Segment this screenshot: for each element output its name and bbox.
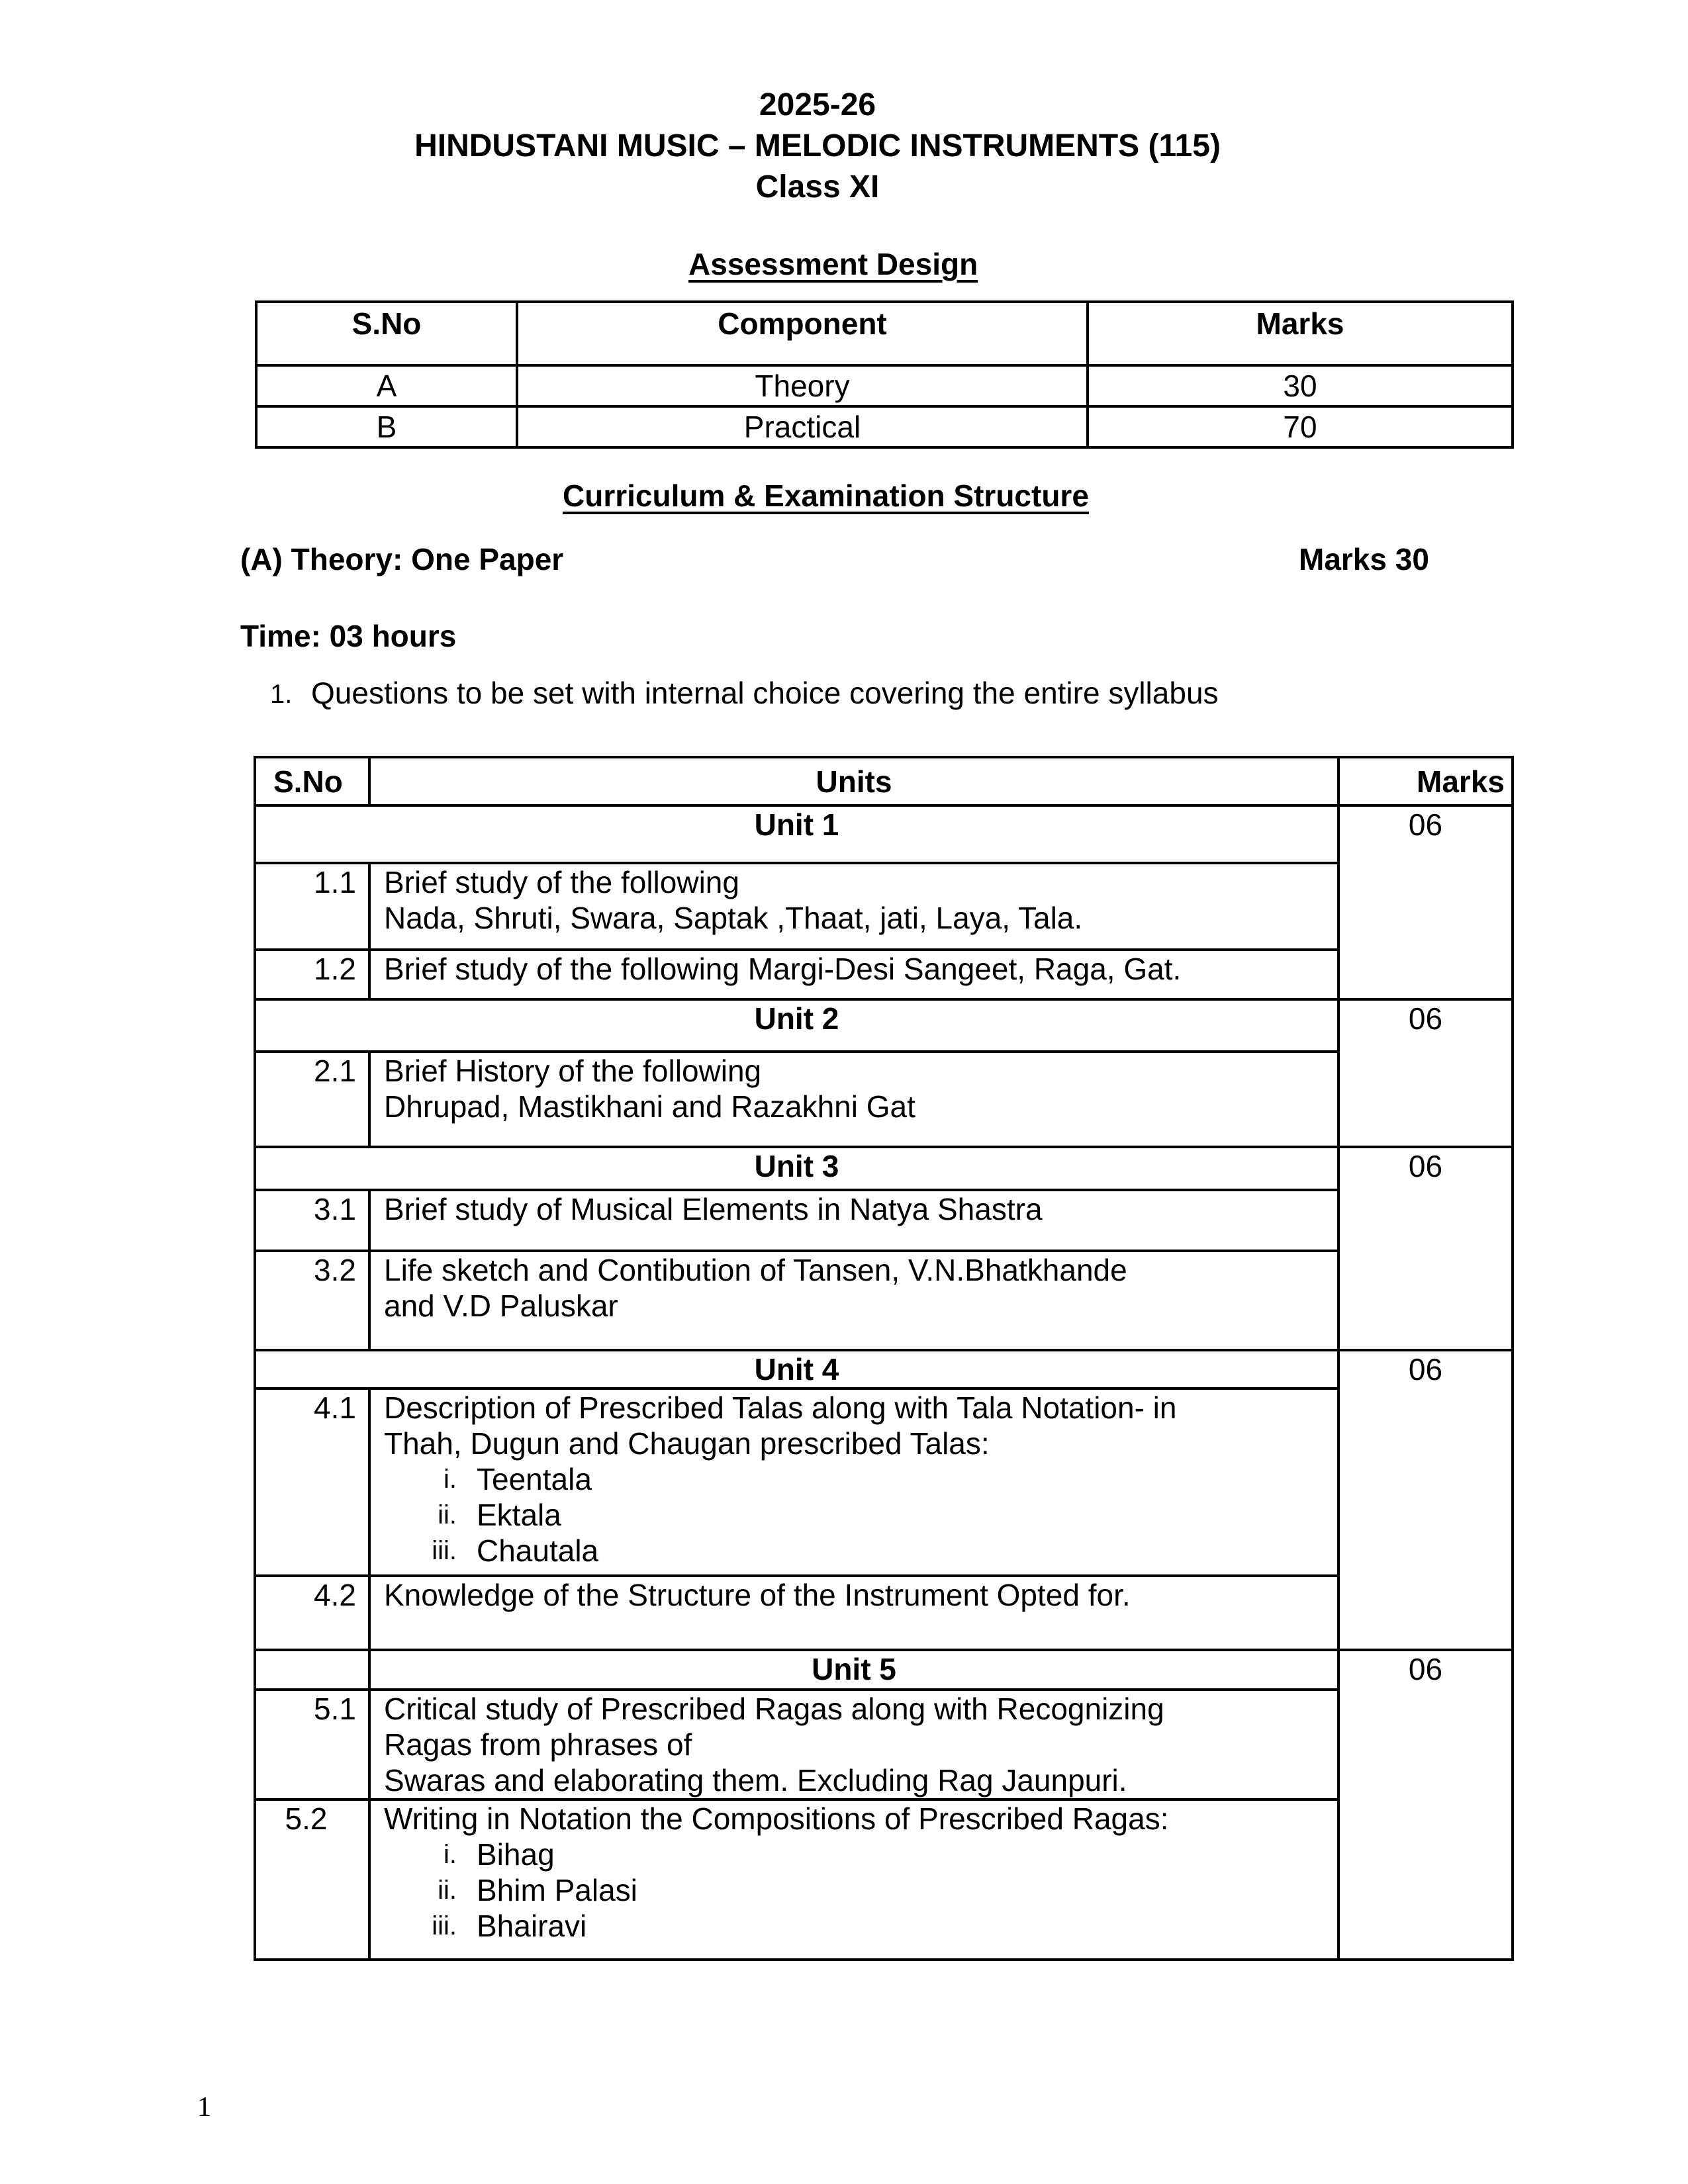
list-numeral: i. [444, 1465, 457, 1494]
unit-marks: 06 [1338, 1650, 1513, 1960]
list-item [384, 1872, 1337, 1908]
page-number: 1 [197, 2092, 211, 2122]
item-text [369, 1576, 1338, 1650]
item-text-line: Brief History of the following [384, 1054, 762, 1088]
assessment-table [255, 300, 1514, 449]
table-row [255, 1251, 1513, 1350]
table-row [255, 1690, 1513, 1799]
item-text-line: Thah, Dugun and Chaugan prescribed Talas: [384, 1426, 990, 1461]
table-row [255, 1388, 1513, 1576]
list-numeral: ii. [438, 1876, 457, 1905]
theory-marks: Marks 30 [1299, 542, 1429, 576]
item-text-line: and V.D Paluskar [384, 1289, 618, 1323]
column-header: Component [517, 302, 1088, 365]
unit-marks: 06 [1338, 1350, 1513, 1650]
item-text-line: Life sketch and Contibution of Tansen, V.N.Bhatkhande [384, 1253, 1127, 1287]
item-text [369, 1190, 1338, 1251]
list-text: Teentala [477, 1462, 592, 1496]
table-header-row [256, 302, 1513, 365]
list-text: Bhim Palasi [477, 1873, 637, 1907]
unit-sno-cell [255, 1650, 369, 1690]
assessment-heading: Assessment Design [688, 247, 978, 281]
table-row [255, 1190, 1513, 1251]
item-text-line: Description of Prescribed Talas along with Tala Notation- in [384, 1390, 1177, 1425]
table-row [255, 950, 1513, 999]
list-numeral: iii. [432, 1911, 457, 1940]
item-sno: 1.1 [255, 863, 369, 950]
list-numeral: ii. [438, 1500, 457, 1529]
item-text [369, 1251, 1338, 1350]
year-title: 2025-26 [759, 87, 876, 122]
column-header: Marks [1338, 757, 1513, 805]
column-header: Units [369, 757, 1338, 805]
item-text [369, 950, 1338, 999]
item-text [369, 1052, 1338, 1147]
item-sno: 2.1 [255, 1052, 369, 1147]
list-text: Bihag [477, 1837, 555, 1872]
item-sno: 5.2 [255, 1799, 369, 1960]
item-text-line: Knowledge of the Structure of the Instrument Opted for. [384, 1578, 1131, 1612]
table-row [256, 406, 1513, 447]
note-number: 1. [270, 680, 293, 709]
item-text-line: Brief study of Musical Elements in Natya Shastra [384, 1192, 1043, 1226]
unit-marks: 06 [1338, 999, 1513, 1147]
item-sno: 5.1 [255, 1690, 369, 1799]
note-text: Questions to be set with internal choice covering the entire syllabus [311, 676, 1219, 710]
item-text [369, 1690, 1338, 1799]
time-label: Time: 03 hours [240, 619, 457, 653]
item-text-line: Ragas from phrases of [384, 1727, 692, 1762]
table-row [255, 1052, 1513, 1147]
item-text-line: Nada, Shruti, Swara, Saptak ,Thaat, jati, Laya, Tala. [384, 901, 1083, 935]
unit-row [255, 1147, 1513, 1190]
item-text-line: Brief study of the following [384, 865, 739, 899]
table-row [255, 1799, 1513, 1960]
item-text [369, 863, 1338, 950]
list-item [384, 1461, 1337, 1497]
column-header: S.No [255, 757, 369, 805]
cell-marks: 30 [1088, 365, 1513, 406]
table-row [255, 863, 1513, 950]
list-text: Chautala [477, 1533, 599, 1568]
unit-title: Unit 3 [255, 1147, 1338, 1190]
unit-title: Unit 1 [255, 805, 1338, 863]
cell-sno: B [256, 406, 517, 447]
item-text [369, 1388, 1338, 1576]
theory-label: (A) Theory: One Paper [240, 542, 564, 576]
table-row [256, 365, 1513, 406]
unit-title: Unit 4 [255, 1350, 1338, 1388]
list-item [384, 1497, 1337, 1533]
cell-component: Practical [517, 406, 1088, 447]
list-item [384, 1533, 1337, 1569]
item-sno: 3.2 [255, 1251, 369, 1350]
column-header: S.No [256, 302, 517, 365]
item-text-line: Critical study of Prescribed Ragas along with Recognizing [384, 1692, 1164, 1726]
unit-title: Unit 5 [369, 1650, 1338, 1690]
curriculum-heading: Curriculum & Examination Structure [563, 478, 1089, 513]
item-sno: 3.1 [255, 1190, 369, 1251]
item-sno: 4.1 [255, 1388, 369, 1576]
item-text-line: Brief study of the following Margi-Desi Sangeet, Raga, Gat. [384, 952, 1182, 986]
item-text-line: Dhrupad, Mastikhani and Razakhni Gat [384, 1089, 915, 1124]
unit-row [255, 1650, 1513, 1690]
cell-component: Theory [517, 365, 1088, 406]
unit-row [255, 1350, 1513, 1388]
class-title: Class XI [755, 169, 880, 205]
cell-sno: A [256, 365, 517, 406]
column-header: Marks [1088, 302, 1513, 365]
unit-row [255, 805, 1513, 863]
list-numeral: iii. [432, 1536, 457, 1565]
unit-marks: 06 [1338, 1147, 1513, 1350]
cell-marks: 70 [1088, 406, 1513, 447]
list-item [384, 1837, 1337, 1872]
unit-marks: 06 [1338, 805, 1513, 999]
unit-row [255, 999, 1513, 1052]
list-text: Bhairavi [477, 1909, 587, 1943]
item-sno: 4.2 [255, 1576, 369, 1650]
item-sno: 1.2 [255, 950, 369, 999]
item-text-line: Swaras and elaborating them. Excluding Rag Jaunpuri. [384, 1763, 1127, 1797]
list-text: Ektala [477, 1498, 561, 1532]
item-text-line: Writing in Notation the Compositions of Prescribed Ragas: [384, 1801, 1169, 1836]
unit-title: Unit 2 [255, 999, 1338, 1052]
units-table [254, 756, 1514, 1961]
list-numeral: i. [444, 1840, 457, 1869]
list-item [384, 1908, 1337, 1944]
item-text [369, 1799, 1338, 1960]
subject-title: HINDUSTANI MUSIC – MELODIC INSTRUMENTS (115) [414, 128, 1221, 163]
table-row [255, 1576, 1513, 1650]
table-header-row [255, 757, 1513, 805]
